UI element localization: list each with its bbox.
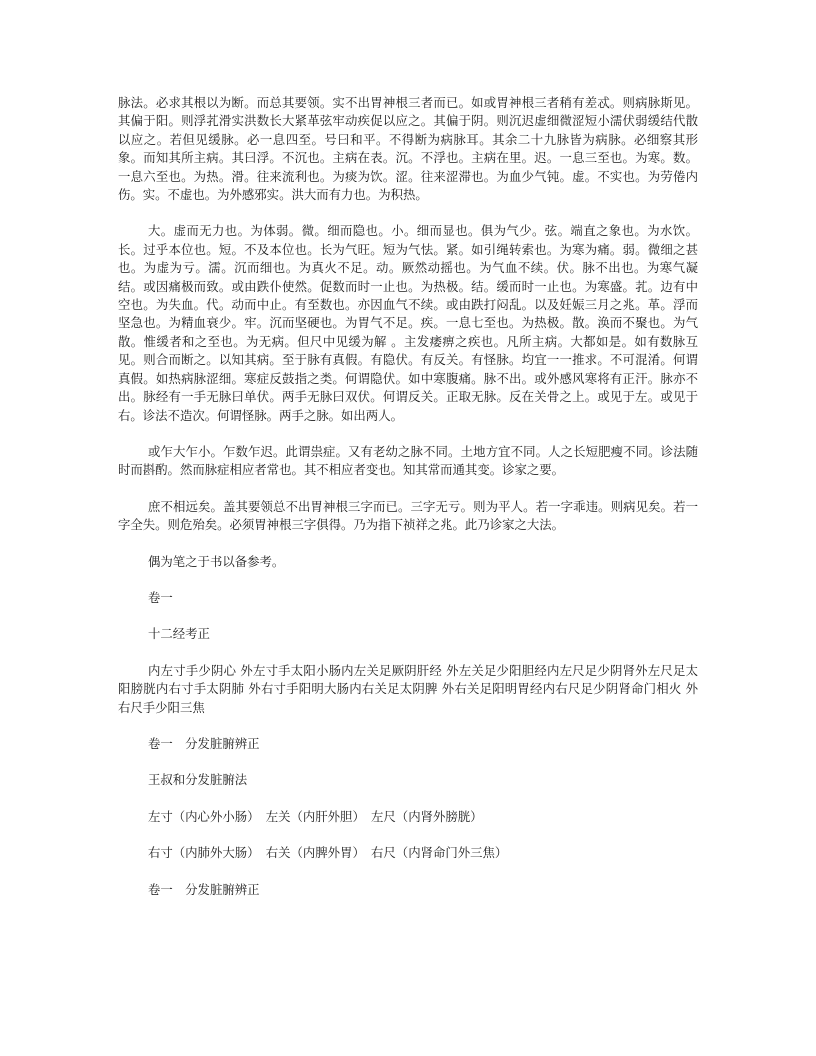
document-page xyxy=(118,94,698,917)
paragraph-summary: 庶不相远矣。盖其要领总不出胃神根三字而已。三字无亏。则为平人。若一字乖违。则病见矣。若一字全失。则危殆矣。必须胃神根三字俱得。乃为指下祯祥之兆。此乃诊家之大法。 xyxy=(118,498,698,533)
paragraph-pulse-method: 脉法。必求其根以为断。而总其要领。实不出胃神根三者而已。如或胃神根三者稍有差忒。则病脉斯见。其偏于阳。则浮芤滑实洪数长大紧革弦牢动疾促以应之。其偏于阴。则沉迟虚细微涩短小濡伏弱缓结代散以应之。若但见缓脉。必一息四至。号曰和平。不得断为病脉耳。其余二十九脉皆为病脉。必细察其形象。而知其所主病。其曰浮。不沉也。主病在表。沉。不浮也。主病在里。迟。一息三至也。为寒。数。一息六至也。为热。滑。往来流利也。为痰为饮。涩。往来涩滞也。为血少气钝。虚。不实也。为劳倦内伤。实。不虚也。为外感邪实。洪大而有力也。为积热。 xyxy=(118,95,698,203)
paragraph-pulse-types: 大。虚而无力也。为体弱。微。细而隐也。小。细而显也。俱为气少。弦。端直之象也。为水饮。长。过乎本位也。短。不及本位也。长为气旺。短为气怯。紧。如引绳转索也。为寒为痛。弱。微细之甚也。为虚为亏。濡。沉而细也。为真火不足。动。厥然动摇也。为气血不续。伏。脉不出也。为寒气凝结。或因痛极而致。或由跌仆使然。促数而时一止也。为热极。结。缓而时一止也。为寒盛。芤。边有中空也。为失血。代。动而中止。有至数也。亦因血气不续。或由跌打闷乱。以及妊娠三月之兆。革。浮而坚急也。为精血衰少。牢。沉而坚硬也。为胃气不足。疾。一息七至也。为热极。散。涣而不聚也。为气散。惟缓者和之至也。为无病。但尺中见缓为解 。主发痿痹之疾也。凡所主病。大都如是。如有数脉互见。则合而断之。以知其病。至于脉有真假。有隐伏。有反关。有怪脉。均宜一一推求。不可混淆。何谓真假。如热病脉涩细。寒症反鼓指之类。何谓隐伏。如中寒腹痛。脉不出。或外感风寒将有正汗。脉亦不出。脉经有一手无脉曰单伏。两手无脉曰双伏。何谓反关。正取无脉。反在关骨之上。或见于左。或见于右。诊法不造次。何谓怪脉。两手之脉。如出两人。 xyxy=(118,223,698,423)
note-line: 偶为笔之于书以备参考。 xyxy=(148,553,285,569)
section-title: 十二经考正 xyxy=(148,626,210,642)
paragraph-meridians: 内左寸手少阴心 外左寸手太阳小肠内左关足厥阴肝经 外左关足少阳胆经内左尺足少阴肾外左尺足太阳膀胱内右寸手太阴肺 外右寸手阳明大肠内右关足太阴脾 外右关足阳明胃经内右尺足少阴肾命门相火 外右尺手少阳三焦 xyxy=(118,662,698,715)
paragraph-pulse-variation: 或乍大乍小。乍数乍迟。此谓祟症。又有老幼之脉不同。土地方宜不同。人之长短肥瘦不同。诊法随时而斟酌。然而脉症相应者常也。其不相应者变也。知其常而通其变。诊家之要。 xyxy=(118,443,698,478)
volume-subheading-repeat: 卷一 分发脏腑辨正 xyxy=(148,881,260,897)
volume-heading: 卷一 xyxy=(148,589,173,605)
volume-subheading: 卷一 分发脏腑辨正 xyxy=(148,735,260,751)
left-pulse-positions: 左寸（内心外小肠） 左关（内肝外胆） 左尺（内肾外膀胱） xyxy=(148,808,483,824)
right-pulse-positions: 右寸（内肺外大肠） 右关（内脾外胃） 右尺（内肾命门外三焦） xyxy=(148,845,508,861)
method-title: 王叔和分发脏腑法 xyxy=(148,772,248,788)
